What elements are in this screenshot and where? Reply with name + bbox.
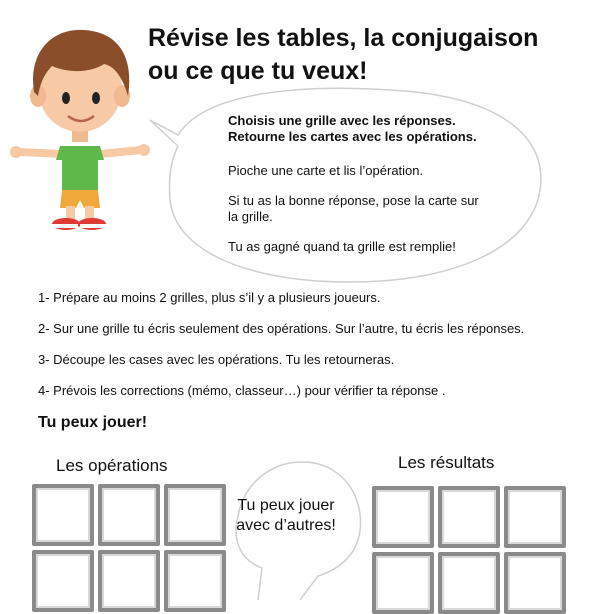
title-line-1: Révise les tables, la conjugaison: [148, 24, 539, 52]
results-grid: [372, 486, 572, 600]
bubble-paragraph-1: Pioche une carte et lis l’opération.: [228, 163, 424, 178]
grid-cell: [438, 552, 500, 614]
grid-cell: [98, 550, 160, 612]
operations-grid: [32, 484, 232, 600]
grid-cell: [32, 550, 94, 612]
grid-cell: [438, 486, 500, 548]
play-heading: Tu peux jouer!: [38, 414, 148, 431]
grid-cell: [164, 484, 226, 546]
speech-bubble-text: [228, 113, 508, 269]
step-2: 2- Sur une grille tu écris seulement des opérations. Sur l’autre, tu écris les réponses.: [38, 321, 525, 336]
title-line-2: ou ce que tu veux!: [148, 57, 368, 85]
grid-cell: [164, 550, 226, 612]
step-1: 1- Prépare au moins 2 grilles, plus s’il y a plusieurs joueurs.: [38, 290, 381, 305]
operations-title: Les opérations: [56, 456, 168, 475]
grid-cell: [98, 484, 160, 546]
bubble-paragraph-3: Tu as gagné quand ta grille est remplie!: [228, 239, 456, 254]
step-4: 4- Prévois les corrections (mémo, classeur…) pour vérifier ta réponse .: [38, 383, 446, 398]
grid-cell: [504, 552, 566, 614]
cloud-line-1: Tu peux jouer: [237, 497, 335, 514]
step-3: 3- Découpe les cases avec les opérations. Tu les retourneras.: [38, 352, 395, 367]
thought-cloud-text: [233, 496, 339, 536]
bubble-paragraph-2a: Si tu as la bonne réponse, pose la carte sur: [228, 193, 479, 208]
cloud-line-2: avec d’autres!: [236, 517, 336, 534]
bubble-bold-line-1: Choisis une grille avec les réponses.: [228, 113, 456, 128]
grid-cell: [372, 552, 434, 614]
results-title: Les résultats: [398, 453, 495, 472]
bubble-bold-line-2: Retourne les cartes avec les opérations.: [228, 129, 477, 144]
grid-cell: [32, 484, 94, 546]
grid-cell: [504, 486, 566, 548]
bubble-paragraph-2b: la grille.: [228, 209, 273, 224]
grid-cell: [372, 486, 434, 548]
